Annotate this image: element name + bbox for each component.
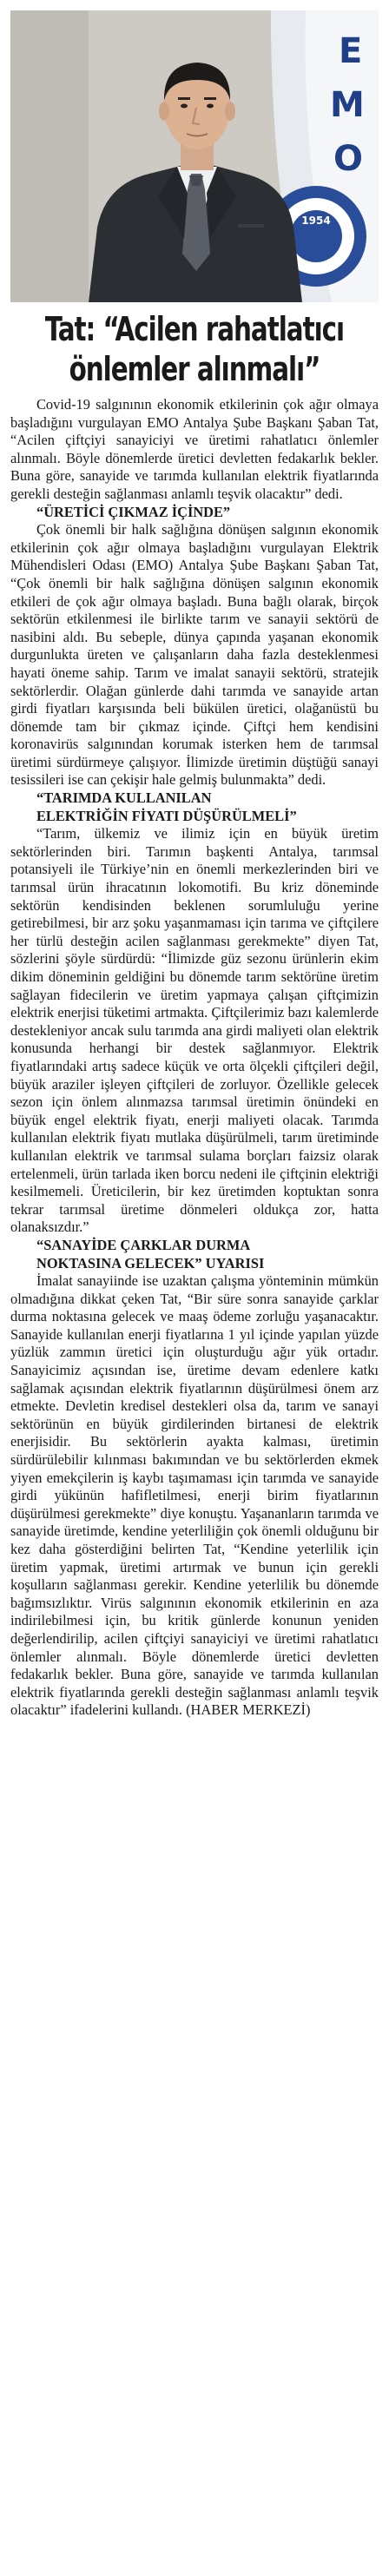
paragraph-4: İmalat sanayiinde ise uzaktan çalışma yönteminin mümkün olmadığına dikkat çeken Tat, “Bir süre sonra sanayide çarklar durma noktasına gelecek ve maaş ödeme zorluğu yaşanacaktır. Sanayide kullanılan enerji fiyatlarına 1 yıl içinde yapılan yüzde yüzlük zammın üretici için oluşturduğu ağır yük ortadır. Sanayicimiz açısından ise, üretime devam edenlere katkı sağlamak açısından elektrik fiyatlarının düşürülmesi önem arz etmekte. Devletin kredisel destekleri olsa da, tarım ve sanayi sektörünün en büyük girdilerinden birtanesi de elektrik enerjisidir. Bu sektörlerin ayakta kalması, üretimin sürdürülebilir kılınması bakımından ve bu sektörlerden ekmek yiyen emekçilerin iş kaybı taşımaması için tarımda ve sanayide girdi yükünün hafifletilmesi, enerji birim fiyatlarının düşürülmesi gerekmekte” diye konuştu. Yaşananların tarımda ve sanayide üretimde, kendine yeterliliğin çok önemli olduğunu bir kez daha gösterdiğini belirten Tat, “Kendine yeterlilik için üretim yapmak, üretimi artırmak ve bunun için gerekli koşulların sağlanması gerekir. Kendine yeterlilik bu dönemde bağımsızlıktır. Virüs salgınının ekonomik etkilerinin en aza indirilebilmesi için, bu kritik günlerde konunun yeniden değerlendirilip, acilen çiftçiyi sanayiciyi ve üretimi rahatlatıcı önlemler alınmalı. Böyle dönemlerde üretici devletten fedakarlık bekler. Buna göre, sanayide ve tarımda kullanılan elektrik fiyatlarında gerekli desteğin sağlanması anlamlı teşvik olacaktır” ifadelerini kullandı. (HABER MERKEZİ) xyxy=(10,1272,379,1719)
portrait-illustration xyxy=(10,10,379,302)
subheading-3-line-2: NOKTASINA GELECEK” UYARISI xyxy=(36,1254,265,1271)
portrait-photo xyxy=(10,10,379,302)
paragraph-1: Covid-19 salgınının ekonomik etkilerinin çok ağır olmaya başladığını vurgulayan EMO Antalya Şube Başkanı Şaban Tat, “Acilen çiftçiyi sanayiciyi ve üretimi rahatlatıcı önlemler alınmalı. Böyle dönemlerde üretici devletten fedakarlık bekler. Buna göre, sanayide ve tarımda kullanılan elektrik fiyatlarında gerekli desteğin sağlanması anlamlı teşvik olacaktır” dedi. xyxy=(10,396,379,502)
banner-letter-e: E xyxy=(339,31,363,71)
subheading-3-line-1: “SANAYİDE ÇARKLAR DURMA xyxy=(36,1236,251,1253)
subheading-2-line-1: “TARIMDA KULLANILAN xyxy=(36,789,212,807)
banner-letter-o: O xyxy=(333,139,364,179)
banner-letter-m: M xyxy=(330,85,365,125)
subheading-1: “ÜRETİCİ ÇIKMAZ İÇİNDE” xyxy=(36,503,231,520)
paragraph-3: “Tarım, ülkemiz ve ilimiz için en büyük üretim sektörlerinden biri. Tarımın başkenti Antalya, tarımsal potansiyeli ile Türkiye’nin en önemli merkezlerinden biri ve tarımsal ürün ihracatının lokomotifi. Bu kriz döneminde sektörün kendisinden beklenen sorumluluğu yerine getirebilmesi, bir arz şoku yaşanmaması için tarıma ve çiftçilere her türlü desteğin acilen sağlanması gerekmekte” diyen Tat, sözlerini şöyle sürdürdü: “İlimizde güz sezonu ürünlerin ekim dikim döneminin geldiğini bu dönemde tarım sektörüne üretim sağlayan fidecilerin ve üretim yapmaya çalışan çiftçimizin elektrik enerjisi tüketimi artmakta. Çiftçilerimiz bazı kalemlerde destekleniyor ancak sulu tarımda ana girdi maliyeti olan elektrik konusunda herhangi bir destek sağlanmıyor. Elektrik fiyatlarındaki artış sadece küçük ve orta ölçekli çiftçileri değil, büyük araziler işleyen çiftçileri de zorluyor. Özellikle gelecek sezon için önlem alınmazsa tarımsal üretimin önündeki en büyük engel elektrik fiyatı, enerji maliyeti olacak. Tarımda kullanılan elektrik fiyatı mutlaka düşürülmeli, tarım üretiminde kullanılan elektrik ve tarımsal sulama borçları faizsiz olarak ertelenmeli, ürün tarlada iken borcu nedeni ile çiftçinin elektriği kesilmemeli. Üreticilerin, bir kez üretimden koptuktan sonra tekrar tarımsal üretime dönmeleri oldukça zor, hatta olanaksızdır.” xyxy=(10,825,379,1236)
headline-line-1: Tat: “Acilen rahatlatıcı xyxy=(44,310,345,348)
banner-year: 1954 xyxy=(301,215,331,227)
paragraph-2: Çok önemli bir halk sağlığına dönüşen salgının ekonomik etkilerinin çok ağır olmaya başladığını vurgulayan Elektrik Mühendisleri Odası (EMO) Antalya Şube Başkanı Şaban Tat, “Çok önemli bir halk sağlığına dönüşen salgının ekonomik etkileri de çok ağır olmaya başladı. Buna bağlı olarak, birçok sektörün etkilenmesi ile birlikte tarım ve sanayii sektörü de nasibini aldı. Bu sebeple, dünya çapında yaşanan ekonomik durgunlukta üreten ve çalışanların daha fazla desteklenmesi hayati öneme sahip. Tarım ve imalat sanayii sektörü, stratejik sektörlerdir. Olağan günlerde dahi tarımda ve sanayide artan girdi fiyatları karşısında beli bükülen üretici, olağanüstü bu dönemde tam bir çıkmaz içinde. Çiftçi hem kendisini koronavirüs salgınından korumak isterken hem de tarımsal üretimi sürdürmeye çalışıyor. İlimizde üretimin düştüğü sanayi tesissileri ise can çekişir hale gelmiş bulunmakta” dedi. xyxy=(10,521,379,789)
article-body xyxy=(10,396,379,1720)
subheading-2-line-2: ELEKTRİĞİN FİYATI DÜŞÜRÜLMELİ” xyxy=(36,807,297,824)
headline xyxy=(10,309,379,389)
headline-line-2: önlemler alınmalı” xyxy=(69,350,320,388)
